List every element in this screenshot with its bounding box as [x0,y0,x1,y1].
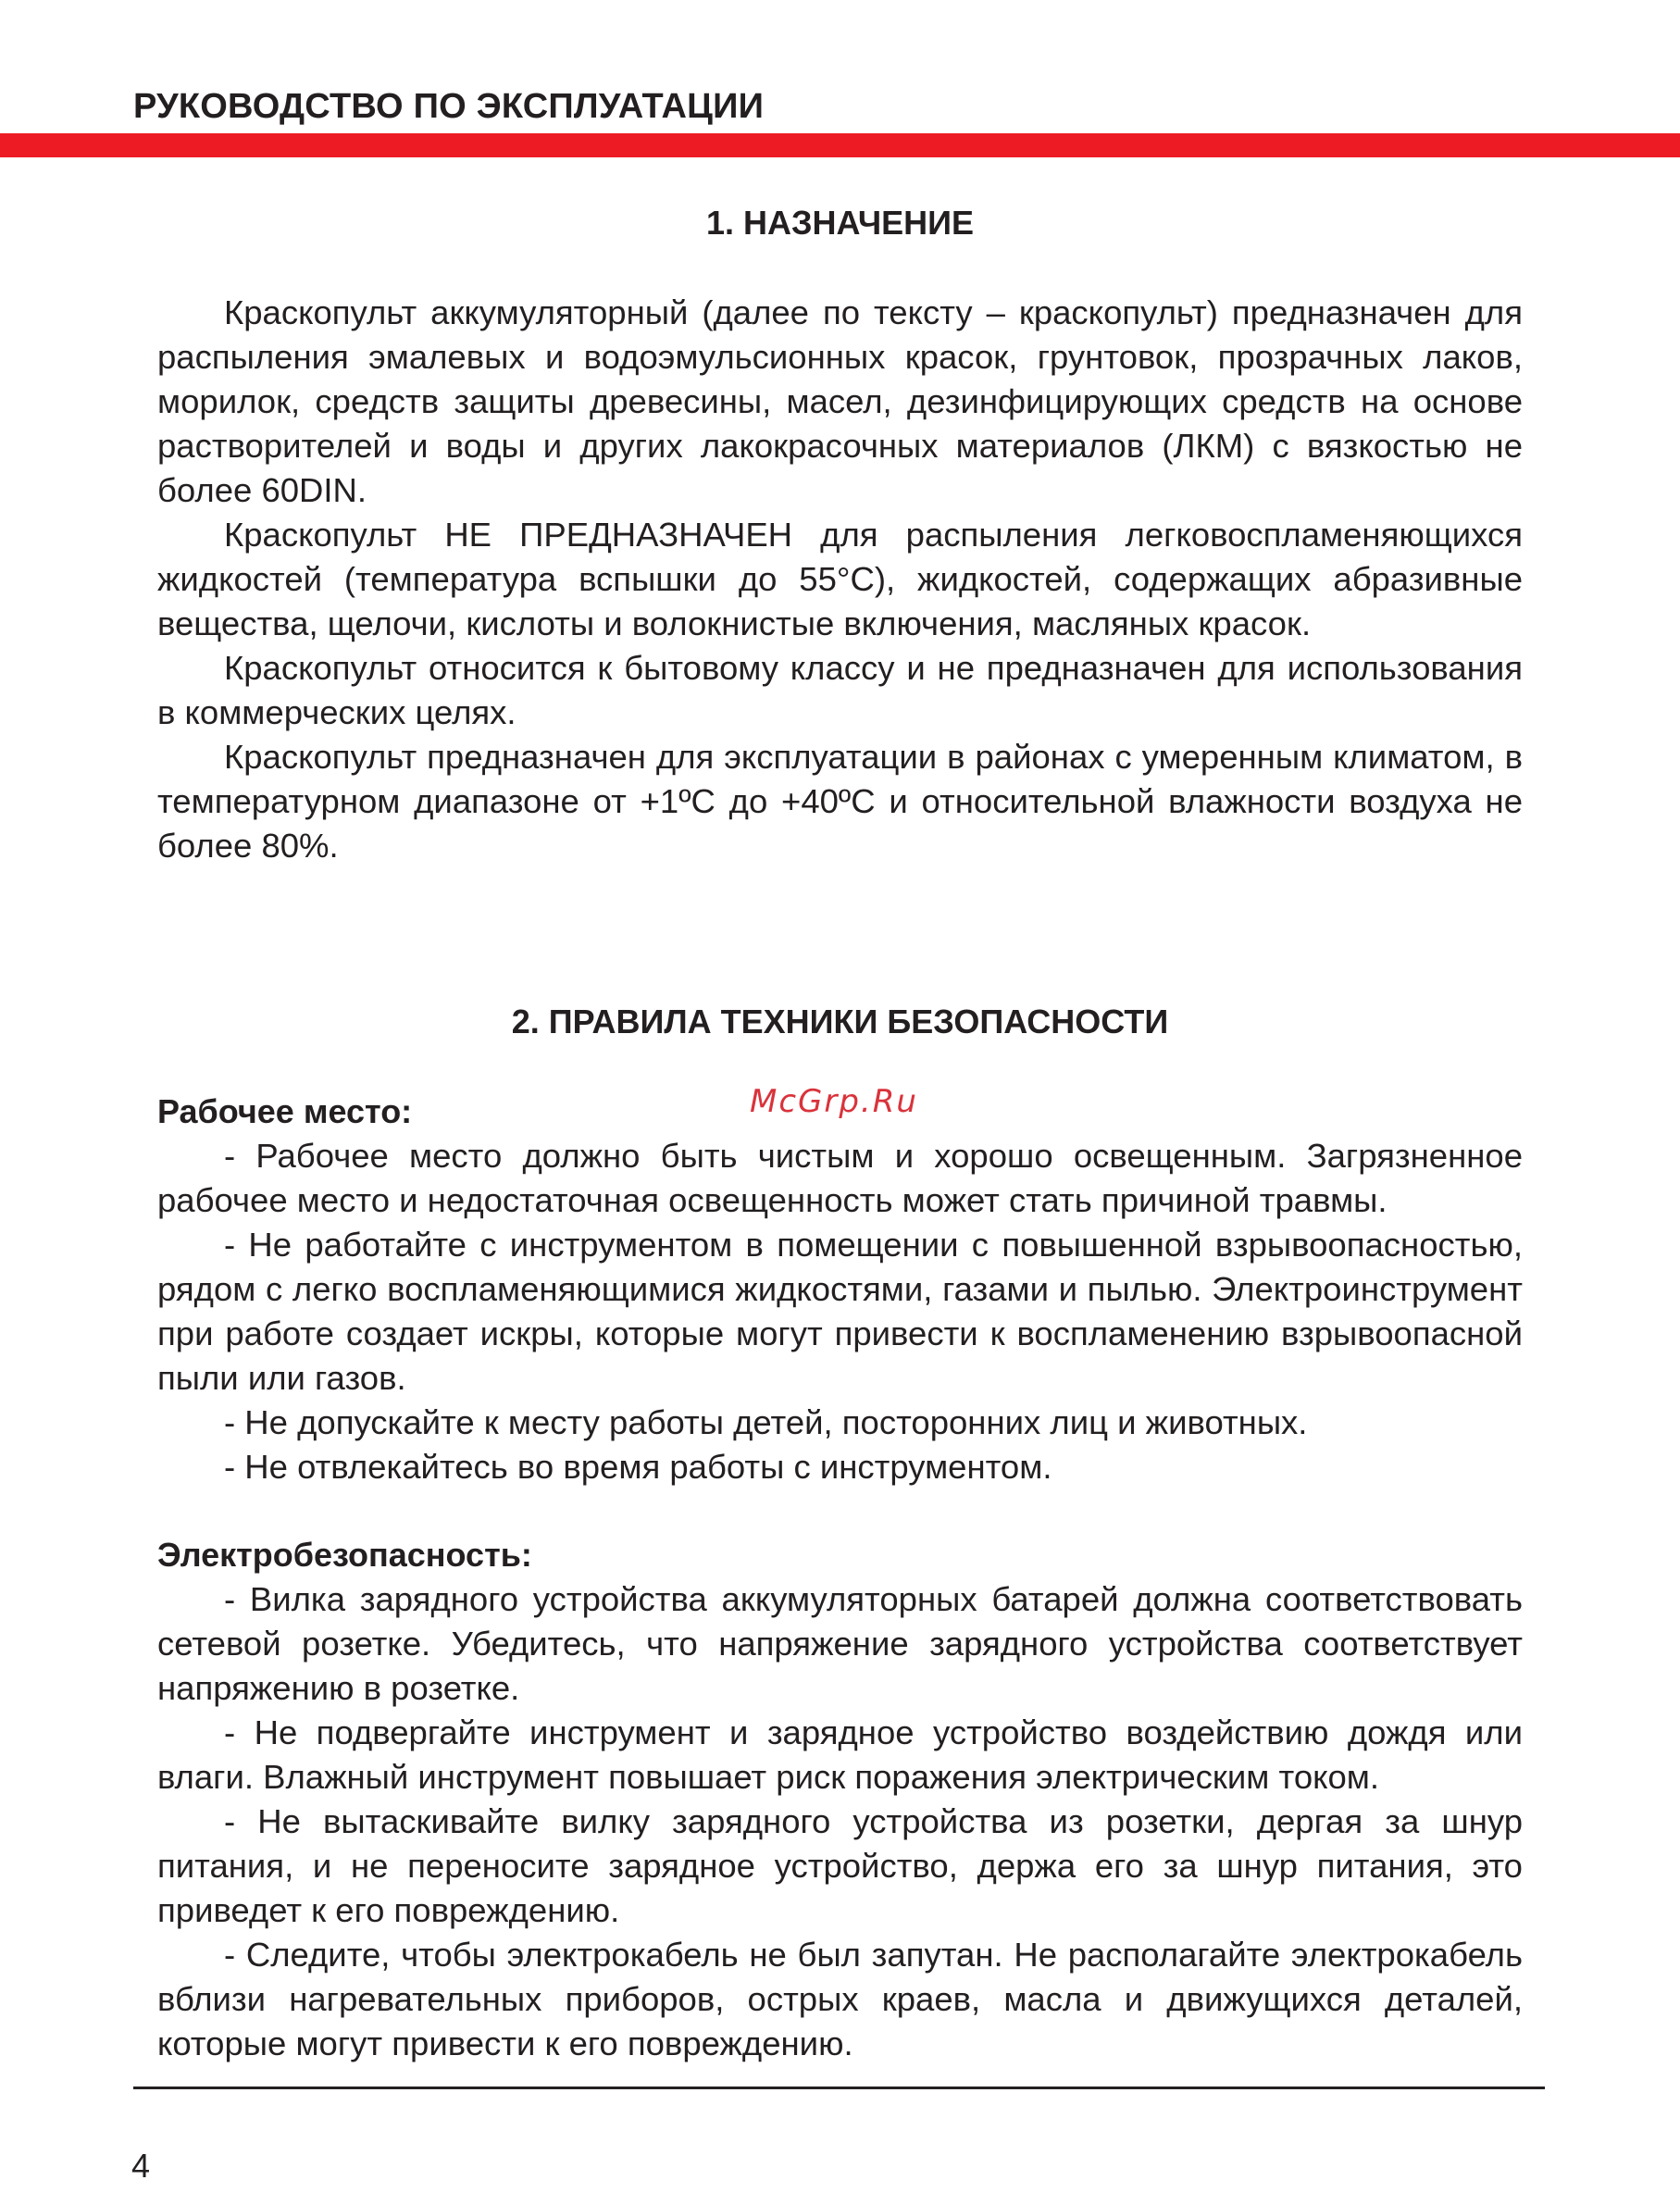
page-number: 4 [131,2147,151,2185]
paragraph: Краскопульт аккумуляторный (далее по тексту – краскопульт) предназначен для распыления эмалевых и водоэмульсионных красок, грунтовок, прозрачных лаков, морилок, средств защиты древесины, масел, дезинфицирующих средств на основе растворителей и воды и других лакокрасочных материалов (ЛКМ) с вязкостью не более 60DIN. [157,293,1523,509]
section-2-heading: 2. ПРАВИЛА ТЕХНИКИ БЕЗОПАСНОСТИ [511,1003,1169,1040]
rule-item: - Не работайте с инструментом в помещении с повышенной взрывоопасностью, рядом с легко воспламеняющимися жидкостями, газами и пылью. Электроинструмент при работе создает искры, которые могут привести к воспламенению взрывоопасной пыли или газов. [157,1226,1523,1397]
rule-item: - Рабочее место должно быть чистым и хорошо освещенным. Загрязненное рабочее место и недостаточная освещенность может стать причиной травмы. [157,1137,1523,1219]
rule-item: - Не допускайте к месту работы детей, посторонних лиц и животных. [224,1403,1308,1441]
section-1-body [157,291,1523,868]
header-red-bar [0,133,1680,157]
rule-item: - Не вытаскивайте вилку зарядного устройства из розетки, дергая за шнур питания, и не переносите зарядное устройство, держа его за шнур питания, это приведет к его повреждению. [157,1802,1523,1929]
workplace-rules [157,1134,1523,1489]
section-1-heading: 1. НАЗНАЧЕНИЕ [705,204,975,242]
rule-item: - Не отвлекайтесь во время работы с инструментом. [224,1448,1052,1486]
rule-item: - Вилка зарядного устройства аккумуляторных батарей должна соответствовать сетевой розетке. Убедитесь, что напряжение зарядного устройства соответствует напряжению в розетке. [157,1580,1523,1707]
paragraph: Краскопульт предназначен для эксплуатации в районах с умеренным климатом, в температурном диапазоне от +1ºС до +40ºС и относительной влажности воздуха не более 80%. [157,738,1523,865]
rule-item: - Следите, чтобы электрокабель не был запутан. Не располагайте электрокабель вблизи нагревательных приборов, острых краев, масла и движущихся деталей, которые могут привести к его повреждению. [157,1936,1523,2062]
electrical-safety-rules [157,1577,1523,2066]
document-header-title: РУКОВОДСТВО ПО ЭКСПЛУАТАЦИИ [133,87,765,126]
footer-divider [133,2087,1545,2089]
electrical-safety-subheading: Электробезопасность: [157,1536,532,1574]
watermark: McGrp.Ru [750,1083,918,1120]
workplace-subheading: Рабочее место: [157,1092,413,1130]
rule-item: - Не подвергайте инструмент и зарядное устройство воздействию дождя или влаги. Влажный инструмент повышает риск поражения электрическим током. [157,1713,1523,1796]
paragraph: Краскопульт НЕ ПРЕДНАЗНАЧЕН для распыления легковоспламеняющихся жидкостей (температура вспышки до 55°С), жидкостей, содержащих абразивные вещества, щелочи, кислоты и волокнистые включения, масляных красок. [157,516,1523,642]
paragraph: Краскопульт относится к бытовому классу и не предназначен для использования в коммерческих целях. [157,649,1523,731]
